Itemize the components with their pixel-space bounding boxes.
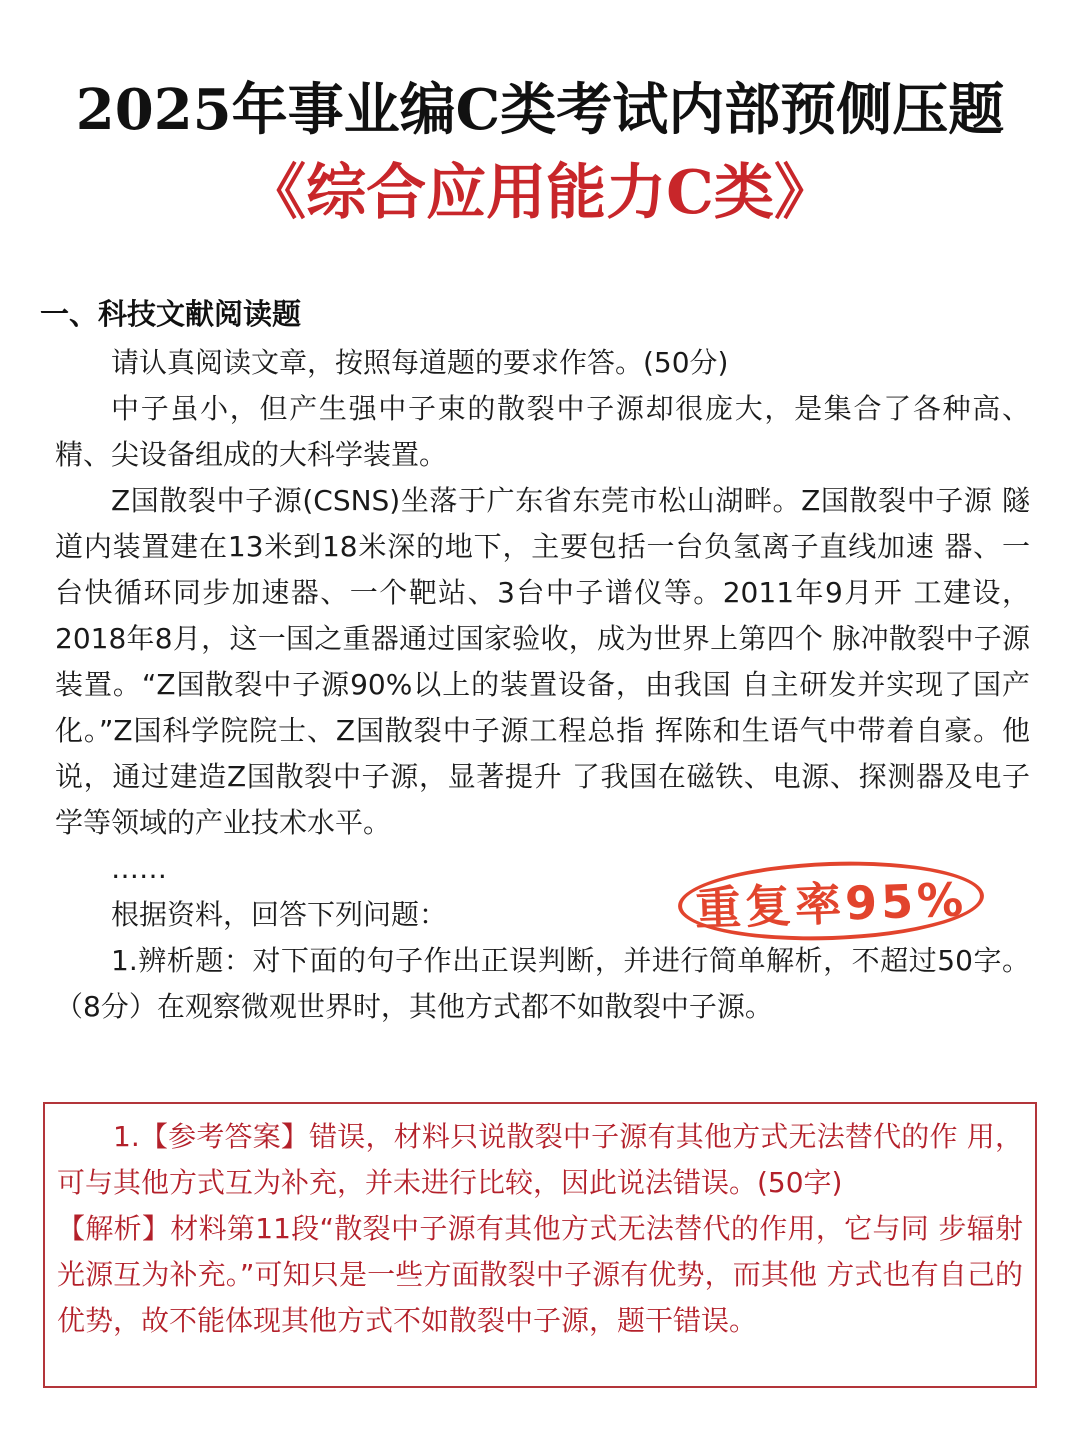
ellipsis-paragraph: …… bbox=[111, 852, 167, 885]
question-1: 1.辨析题：对下面的句子作出正误判断，并进行简单解析，不超过50字。 （8分）在观察微观世界时，其他方式都不如散裂中子源。 bbox=[55, 944, 1030, 1023]
section-heading: 一、科技文献阅读题 bbox=[40, 297, 302, 331]
repeat-rate-stamp bbox=[677, 857, 986, 946]
passage-paragraph-2: Z国散裂中子源(CSNS)坐落于广东省东莞市松山湖畔。Z国散裂中子源 隧道内装置建在13米到18米深的地下，主要包括一台负氢离子直线加速 器、一台快循环同步加速器、一个靶站、3台中子谱仪等。2011年9月开 工建设，2018年8月，这一国之重器通过国家验收，成为世界上第四个 脉冲散裂中子源装置。“Z国散裂中子源90%以上的装置设备，由我国 自主研发并实现了国产化。”Z国科学院院士、Z国散裂中子源工程总指 挥陈和生语气中带着自豪。他说，通过建造Z国散裂中子源，显著提升 了我国在磁铁、电源、探测器及电子学等领域的产业技术水平。 bbox=[55, 484, 1030, 839]
answer-box bbox=[43, 1102, 1037, 1388]
instruction-paragraph: 请认真阅读文章，按照每道题的要求作答。(50分) bbox=[111, 346, 729, 379]
passage-paragraph-1: 中子虽小，但产生强中子束的散裂中子源却很庞大，是集合了各种高、 精、尖设备组成的大科学装置。 bbox=[55, 392, 1030, 471]
reference-answer: 1.【参考答案】错误，材料只说散裂中子源有其他方式无法替代的作 用，可与其他方式互为补充，并未进行比较，因此说法错误。(50字) bbox=[57, 1120, 1023, 1199]
question-prompt: 根据资料，回答下列问题： bbox=[111, 898, 448, 931]
answer-analysis: 【解析】材料第11段“散裂中子源有其他方式无法替代的作用，它与同 步辐射光源互为补充。”可知只是一些方面散裂中子源有优势，而其他 方式也有自己的优势，故不能体现其他方式不如散裂中子源，题干错误。 bbox=[57, 1212, 1023, 1337]
page-subtitle: 《综合应用能力C类》 bbox=[246, 158, 834, 228]
page-title: 2025年事业编C类考试内部预侧压题 bbox=[75, 77, 1005, 143]
stamp-text: 重复率95% bbox=[694, 872, 969, 936]
